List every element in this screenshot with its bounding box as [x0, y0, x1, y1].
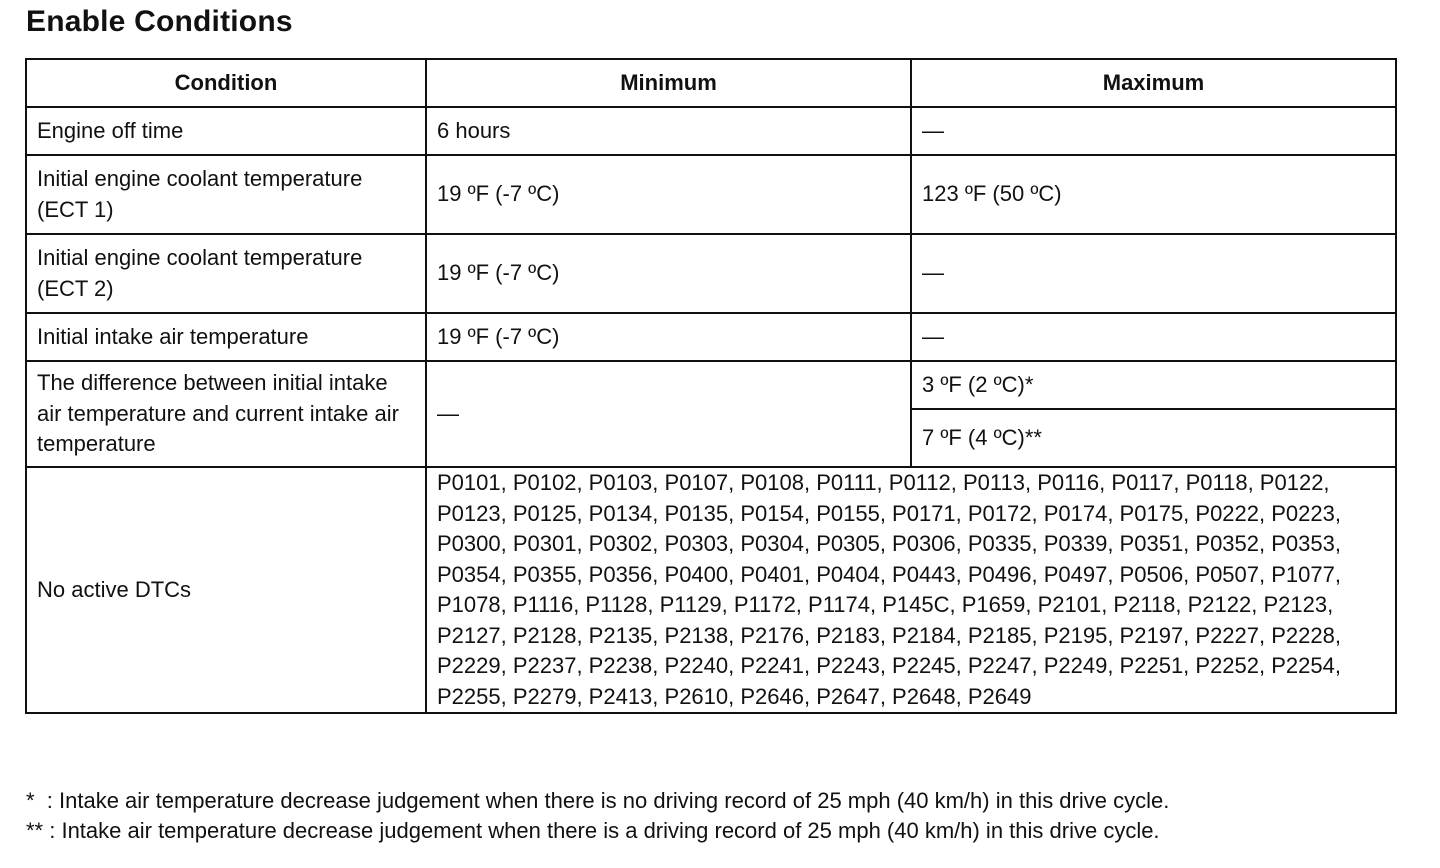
condition-cell: Initial engine coolant temperature (ECT 1) — [26, 155, 426, 234]
maximum-cell-no-driving-record: 3 ºF (2 ºC)* — [911, 361, 1396, 409]
maximum-cell: 123 ºF (50 ºC) — [911, 155, 1396, 234]
header-condition: Condition — [26, 59, 426, 107]
minimum-cell: 6 hours — [426, 107, 911, 155]
maximum-cell: — — [911, 313, 1396, 361]
table-row-engine-off-time — [26, 107, 1396, 155]
condition-cell: The difference between initial intake air temperature and current intake air temperature — [26, 361, 426, 467]
footnotes — [26, 786, 1169, 846]
condition-cell: No active DTCs — [26, 467, 426, 713]
maximum-cell-driving-record: 7 ºF (4 ºC)** — [911, 409, 1396, 467]
table-row-intake-air-temp — [26, 313, 1396, 361]
page-title: Enable Conditions — [26, 5, 293, 38]
header-maximum: Maximum — [911, 59, 1396, 107]
dtc-list-cell: P0101, P0102, P0103, P0107, P0108, P0111, P0112, P0113, P0116, P0117, P0118, P0122, P0123, P0125, P0134, P0135, P0154, P0155, P0171, P0172, P0174, P0175, P0222, P0223, P0300, P0301, P0302, P0303, P0304, P0305, P0306, P0335, P0339, P0351, P0352, P0353, P0354, P0355, P0356, P0400, P0401, P0404, P0443, P0496, P0497, P0506, P0507, P1077, P1078, P1116, P1128, P1129, P1172, P1174, P145C, P1659, P2101, P2118, P2122, P2123, P2127, P2128, P2135, P2138, P2176, P2183, P2184, P2185, P2195, P2197, P2227, P2228, P2229, P2237, P2238, P2240, P2241, P2243, P2245, P2247, P2249, P2251, P2252, P2254, P2255, P2279, P2413, P2610, P2646, P2647, P2648, P2649 — [426, 467, 1396, 713]
maximum-cell: — — [911, 107, 1396, 155]
condition-cell: Initial intake air temperature — [26, 313, 426, 361]
condition-cell: Engine off time — [26, 107, 426, 155]
table-row-ect2 — [26, 234, 1396, 313]
table-row-no-active-dtcs — [26, 467, 1396, 713]
enable-conditions-table — [25, 58, 1397, 714]
maximum-cell: — — [911, 234, 1396, 313]
header-minimum: Minimum — [426, 59, 911, 107]
minimum-cell: 19 ºF (-7 ºC) — [426, 155, 911, 234]
condition-cell: Initial engine coolant temperature (ECT 2) — [26, 234, 426, 313]
minimum-cell: 19 ºF (-7 ºC) — [426, 234, 911, 313]
table-row-ect1 — [26, 155, 1396, 234]
footnote-single-asterisk: * : Intake air temperature decrease judgement when there is no driving record of 25 mph (40 km/h) in this drive cycle. — [26, 788, 1170, 813]
minimum-cell: 19 ºF (-7 ºC) — [426, 313, 911, 361]
minimum-cell: — — [426, 361, 911, 467]
table-header-row — [26, 59, 1396, 107]
table-row-temp-difference — [26, 361, 1396, 409]
footnote-double-asterisk: ** : Intake air temperature decrease judgement when there is a driving record of 25 mph (40 km/h) in this drive cycle. — [26, 818, 1160, 843]
